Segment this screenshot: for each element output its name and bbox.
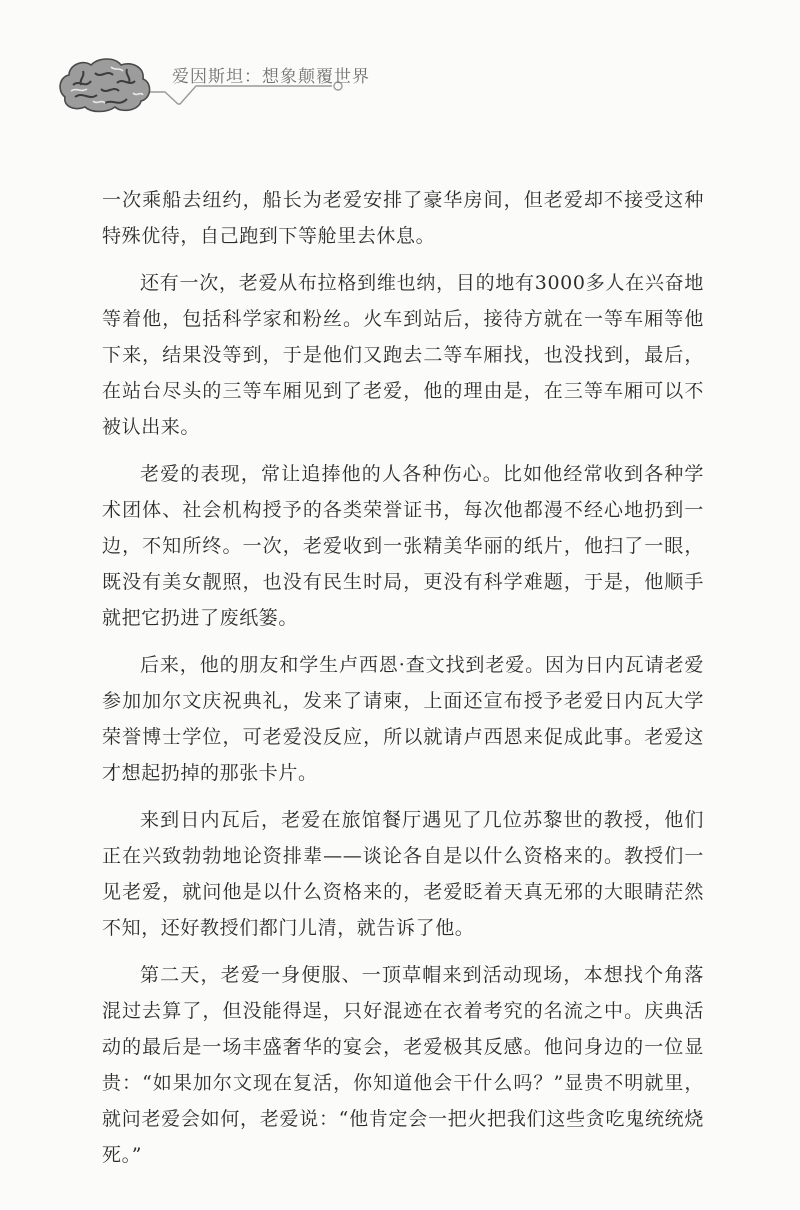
- body-text: [102, 182, 704, 1184]
- paragraph: 还有一次，老爱从布拉格到维也纳，目的地有3000多人在兴奋地等着他，包括科学家和粉丝。火车到站后，接待方就在一等车厢等他下来，结果没等到，于是他们又跑去二等车厢找，也没找到，最后，在站台尽头的三等车厢见到了老爱，他的理由是，在三等车厢可以不被认出来。: [102, 272, 704, 438]
- brain-icon: [55, 55, 155, 115]
- paragraph: 老爱的表现，常让追捧他的人各种伤心。比如他经常收到各种学术团体、社会机构授予的各类荣誉证书，每次他都漫不经心地扔到一边，不知所终。一次，老爱收到一张精美华丽的纸片，他扫了一眼，既没有美女靓照，也没有民生时局，更没有科学难题，于是，他顺手就把它扔进了废纸篓。: [102, 463, 704, 629]
- running-header-title: 爱因斯坦：想象颠覆世界: [172, 67, 370, 87]
- paragraph: 一次乘船去纽约，船长为老爱安排了豪华房间，但老爱却不接受这种特殊优待，自己跑到下等舱里去休息。: [102, 189, 704, 247]
- running-header: [0, 0, 800, 130]
- paragraph: 来到日内瓦后，老爱在旅馆餐厅遇见了几位苏黎世的教授，他们正在兴致勃勃地论资排辈——谈论各自是以什么资格来的。教授们一见老爱，就问他是以什么资格来的，老爱眨着天真无邪的大眼睛茫然不知，还好教授们都门儿清，就告诉了他。: [102, 809, 704, 939]
- paragraph: 后来，他的朋友和学生卢西恩·查文找到老爱。因为日内瓦请老爱参加加尔文庆祝典礼，发来了请柬，上面还宣布授予老爱日内瓦大学荣誉博士学位，可老爱没反应，所以就请卢西恩来促成此事。老爱这才想起扔掉的那张卡片。: [102, 654, 704, 784]
- paragraph: 第二天，老爱一身便服、一顶草帽来到活动现场，本想找个角落混过去算了，但没能得逞，只好混迹在衣着考究的名流之中。庆典活动的最后是一场丰盛奢华的宴会，老爱极其反感。他问身边的一位显贵：“如果加尔文现在复活，你知道他会干什么吗？”显贵不明就里，就问老爱会如何，老爱说：“他肯定会一把火把我们这些贪吃鬼统统烧死。”: [102, 964, 704, 1166]
